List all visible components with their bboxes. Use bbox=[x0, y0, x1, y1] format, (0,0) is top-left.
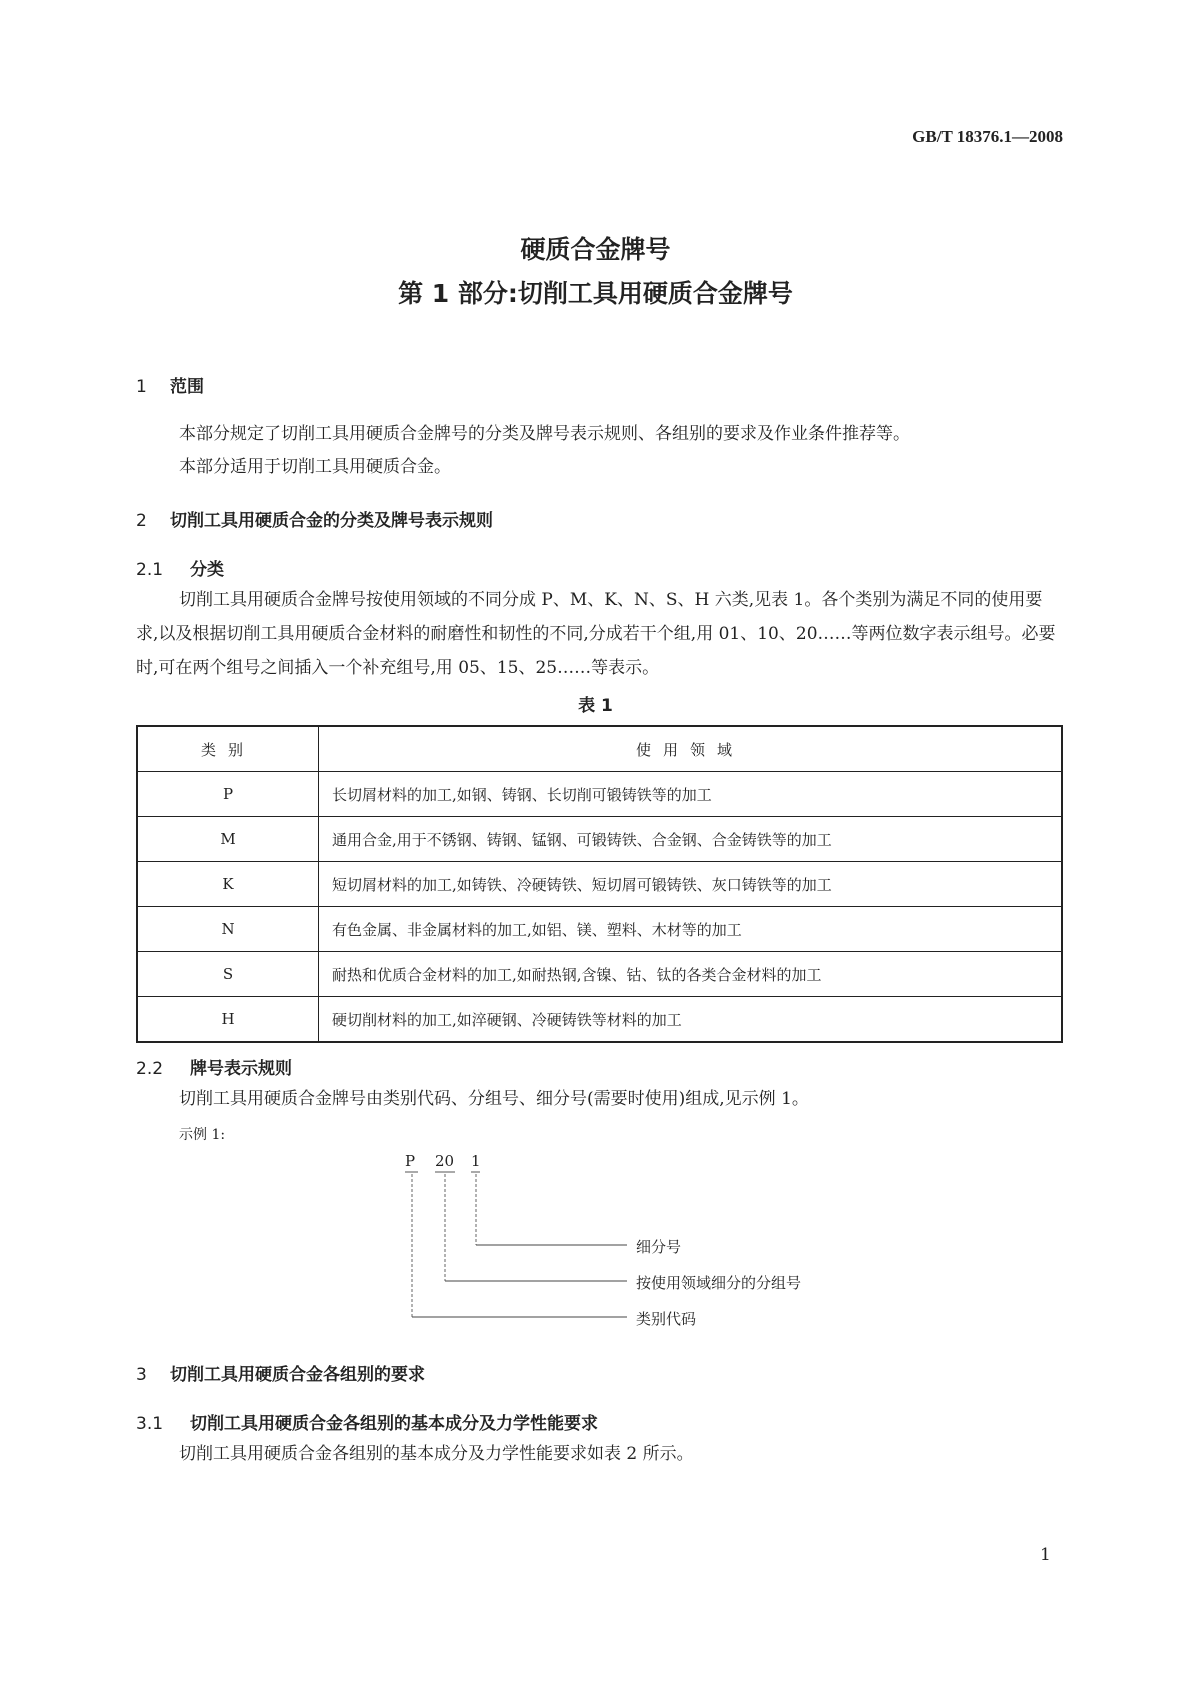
table-header-cell: 使用领域 bbox=[319, 726, 1063, 772]
section-title: 切削工具用硬质合金各组别的要求 bbox=[170, 1365, 425, 1385]
section-number: 3 bbox=[136, 1365, 147, 1385]
section-title: 分类 bbox=[190, 560, 224, 580]
label-group: 按使用领域细分的分组号 bbox=[636, 1274, 802, 1292]
usage-cell: 硬切削材料的加工,如淬硬钢、冷硬铸铁等材料的加工 bbox=[319, 997, 1063, 1043]
usage-cell: 长切屑材料的加工,如钢、铸钢、长切削可锻铸铁等的加工 bbox=[319, 772, 1063, 817]
section-title: 牌号表示规则 bbox=[190, 1059, 292, 1079]
section-number: 2 bbox=[136, 511, 147, 531]
category-cell: S bbox=[137, 952, 319, 997]
page-number: 1 bbox=[1040, 1545, 1051, 1565]
table-caption: 表 1 bbox=[578, 696, 613, 716]
code-part-subdivision: 1 bbox=[471, 1152, 481, 1170]
paragraph: 切削工具用硬质合金牌号由类别代码、分组号、细分号(需要时使用)组成,见示例 1。 bbox=[179, 1089, 809, 1109]
usage-cell: 有色金属、非金属材料的加工,如铝、镁、塑料、木材等的加工 bbox=[319, 907, 1063, 952]
section-number: 1 bbox=[136, 377, 147, 397]
usage-cell: 通用合金,用于不锈钢、铸钢、锰钢、可锻铸铁、合金钢、合金铸铁等的加工 bbox=[319, 817, 1063, 862]
code-part-category: P bbox=[405, 1152, 416, 1170]
category-cell: M bbox=[137, 817, 319, 862]
category-cell: P bbox=[137, 772, 319, 817]
category-cell: K bbox=[137, 862, 319, 907]
document-title: 硬质合金牌号 bbox=[520, 235, 671, 264]
section-number: 2.2 bbox=[136, 1059, 164, 1079]
section-3-heading bbox=[136, 1360, 425, 1385]
label-subdivision: 细分号 bbox=[636, 1238, 682, 1256]
section-number: 2.1 bbox=[136, 560, 164, 580]
usage-cell: 耐热和优质合金材料的加工,如耐热钢,含镍、钴、钛的各类合金材料的加工 bbox=[319, 952, 1063, 997]
document-subtitle: 第 1 部分:切削工具用硬质合金牌号 bbox=[398, 279, 793, 308]
paragraph: 切削工具用硬质合金牌号按使用领域的不同分成 P、M、K、N、S、H 六类,见表 1。各个类别为满足不同的使用要求,以及根据切削工具用硬质合金材料的耐磨性和韧性的不同,分成若干个组,用 01、10、20……等两位数字表示组号。必要时,可在两个组号之间插入一个补充组号,用 05、15、25……等表示。 bbox=[136, 590, 1056, 678]
table-header-cell: 类别 bbox=[137, 726, 319, 772]
section-number: 3.1 bbox=[136, 1414, 164, 1434]
usage-cell: 短切屑材料的加工,如铸铁、冷硬铸铁、短切屑可锻铸铁、灰口铸铁等的加工 bbox=[319, 862, 1063, 907]
category-cell: N bbox=[137, 907, 319, 952]
label-category: 类别代码 bbox=[636, 1310, 697, 1328]
paragraph: 本部分规定了切削工具用硬质合金牌号的分类及牌号表示规则、各组别的要求及作业条件推荐等。 bbox=[179, 424, 910, 444]
standard-code: GB/T 18376.1—2008 bbox=[912, 127, 1063, 146]
section-title: 切削工具用硬质合金的分类及牌号表示规则 bbox=[170, 511, 493, 531]
code-part-group: 20 bbox=[435, 1152, 455, 1170]
paragraph: 切削工具用硬质合金各组别的基本成分及力学性能要求如表 2 所示。 bbox=[179, 1444, 694, 1464]
section-title: 切削工具用硬质合金各组别的基本成分及力学性能要求 bbox=[190, 1414, 598, 1434]
section-title: 范围 bbox=[170, 377, 204, 397]
section-3-1-heading bbox=[136, 1409, 598, 1434]
category-cell: H bbox=[137, 997, 319, 1043]
example-label: 示例 1: bbox=[179, 1127, 226, 1143]
paragraph: 本部分适用于切削工具用硬质合金。 bbox=[179, 457, 451, 477]
